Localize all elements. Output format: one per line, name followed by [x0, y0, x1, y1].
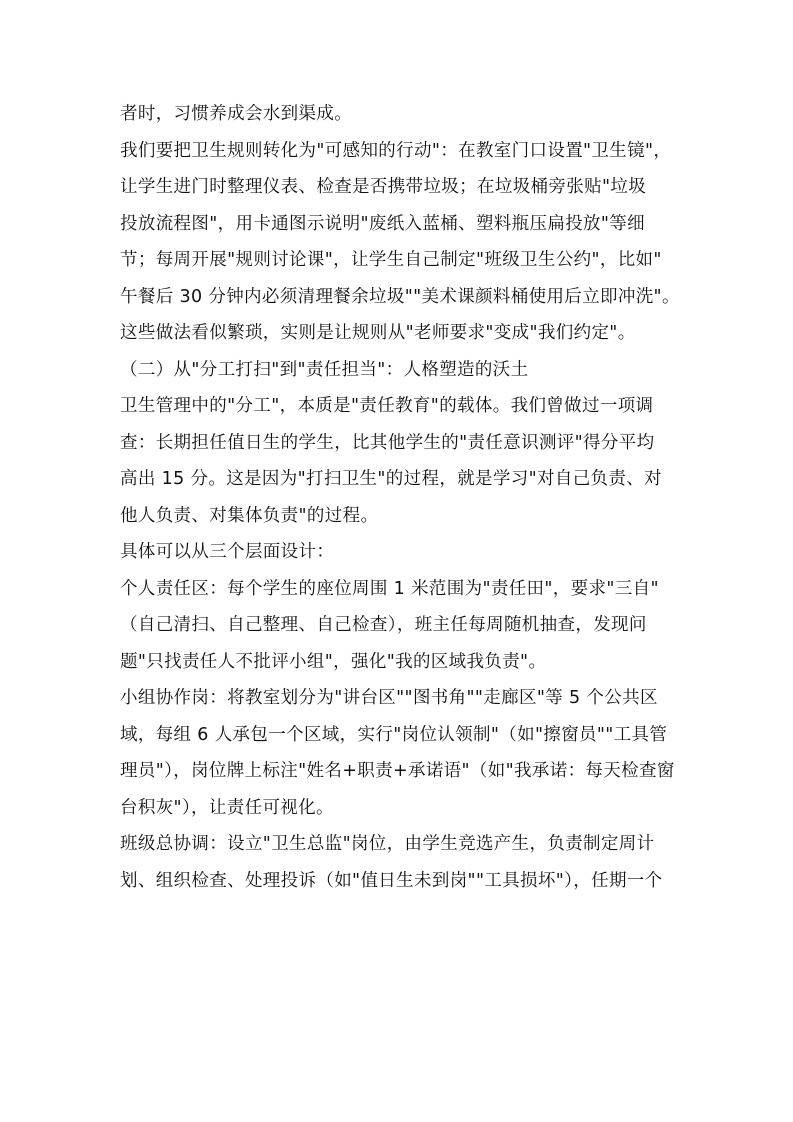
text-line: 班级总协调：设立"卫生总监"岗位，由学生竞选产生，负责制定周计	[120, 834, 655, 854]
text-line: 这些做法看似繁琐，实则是让规则从"老师要求"变成"我们约定"。	[120, 323, 636, 343]
text-line: 让学生进门时整理仪表、检查是否携带垃圾；在垃圾桶旁张贴"垃圾	[120, 177, 647, 197]
text-line: 具体可以从三个层面设计：	[120, 542, 335, 562]
text-line: 高出 15 分。这是因为"打扫卫生"的过程，就是学习"对自己负责、对	[120, 469, 662, 489]
text-line: 者时，习惯养成会水到渠成。	[120, 104, 353, 124]
text-line: 台积灰"），让责任可视化。	[120, 797, 334, 818]
text-line: 他人负责、对集体负责"的过程。	[120, 505, 379, 526]
text-line: 题"只找责任人不批评小组"，强化"我的区域我负责"。	[120, 651, 547, 672]
text-line: 查：长期担任值日生的学生，比其他学生的"责任意识测评"得分平均	[120, 432, 655, 453]
text-line: 投放流程图"，用卡通图示说明"废纸入蓝桶、塑料瓶压扁投放"等细	[120, 213, 645, 234]
section-heading: （二）从"分工打扫"到"责任担当"：人格塑造的沃土	[120, 359, 529, 380]
text-line: 划、组织检查、处理投诉（如"值日生未到岗""工具损坏"），任期一个	[120, 870, 663, 891]
text-line: 我们要把卫生规则转化为"可感知的行动"：在教室门口设置"卫生镜"，	[120, 140, 672, 161]
body-text	[120, 96, 680, 899]
text-line: 卫生管理中的"分工"，本质是"责任教育"的载体。我们曾做过一项调	[120, 396, 654, 416]
text-line: （自己清扫、自己整理、自己检查），班主任每周随机抽查，发现问	[120, 615, 647, 635]
text-line: 小组协作岗：将教室划分为"讲台区""图书角""走廊区"等 5 个公共区	[120, 688, 658, 708]
text-line: 域，每组 6 人承包一个区域，实行"岗位认领制"（如"擦窗员""工具管	[120, 724, 668, 745]
text-line: 午餐后 30 分钟内必须清理餐余垃圾""美术课颜料桶使用后立即冲洗"。	[120, 286, 680, 307]
text-line: 个人责任区：每个学生的座位周围 1 米范围为"责任田"，要求"三自"	[120, 578, 659, 599]
text-line: 节；每周开展"规则讨论课"，让学生自己制定"班级卫生公约"，比如"	[120, 250, 662, 270]
text-line: 理员"），岗位牌上标注"姓名+职责+承诺语"（如"我承诺：每天检查窗	[120, 761, 675, 781]
